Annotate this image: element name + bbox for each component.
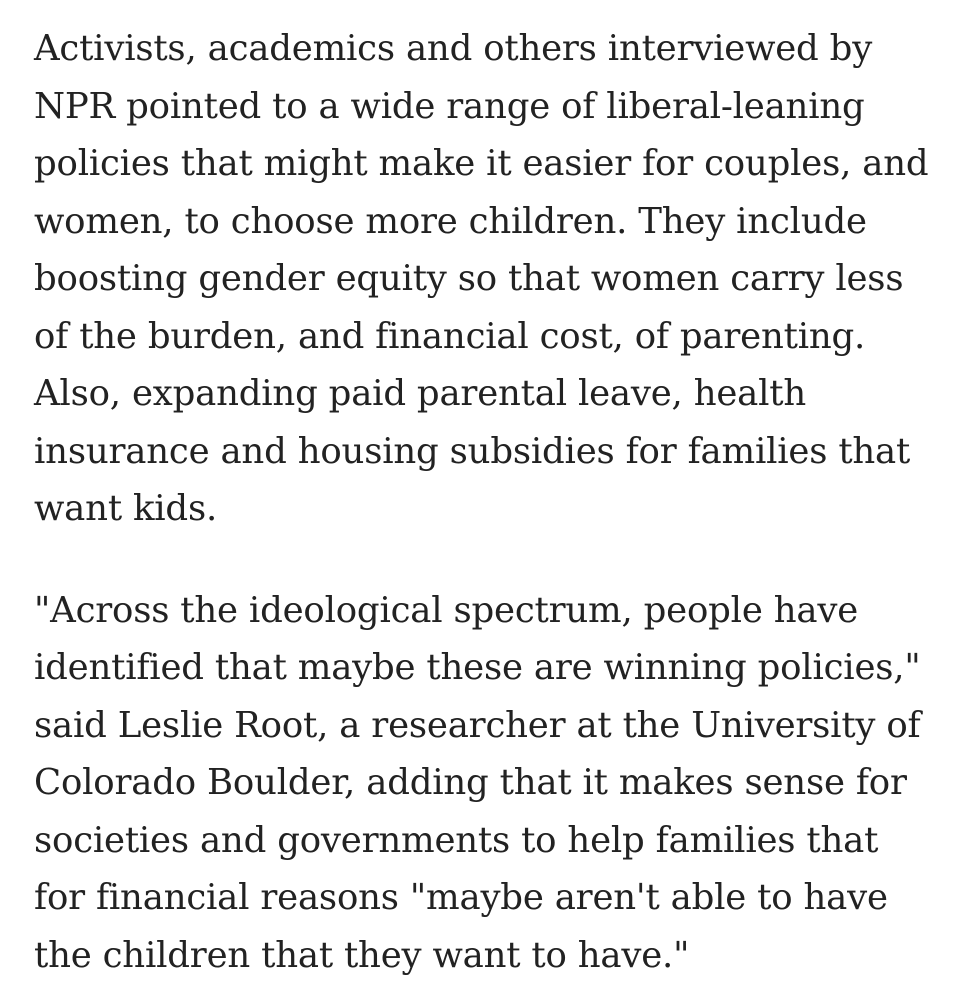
paragraph-line: Colorado Boulder, adding that it makes sense for	[34, 762, 907, 803]
paragraph-line: "Across the ideological spectrum, people have	[34, 589, 859, 631]
paragraph-line: NPR pointed to a wide range of liberal-leaning	[34, 85, 865, 127]
paragraph-line: boosting gender equity so that women carry less	[34, 258, 904, 299]
paragraph-line: for financial reasons "maybe aren't able to have	[34, 877, 888, 918]
paragraph-line: societies and governments to help families that	[34, 819, 879, 861]
paragraph-line: women, to choose more children. They include	[34, 200, 867, 242]
paragraph-line: Activists, academics and others interviewed by	[34, 28, 873, 69]
article-body	[34, 0, 934, 984]
paragraph-line: of the burden, and financial cost, of parenting.	[34, 315, 866, 357]
article-paragraph-quote	[34, 582, 934, 985]
paragraph-line: identified that maybe these are winning policies,"	[34, 647, 921, 688]
paragraph-line: insurance and housing subsidies for families that	[34, 430, 911, 472]
article-paragraph	[34, 0, 934, 538]
paragraph-line: want kids.	[34, 488, 218, 529]
paragraph-line: said Leslie Root, a researcher at the University of	[34, 704, 921, 746]
paragraph-line: Also, expanding paid parental leave, health	[34, 373, 807, 414]
paragraph-line: policies that might make it easier for couples, and	[34, 143, 929, 184]
paragraph-line: the children that they want to have."	[34, 934, 690, 976]
